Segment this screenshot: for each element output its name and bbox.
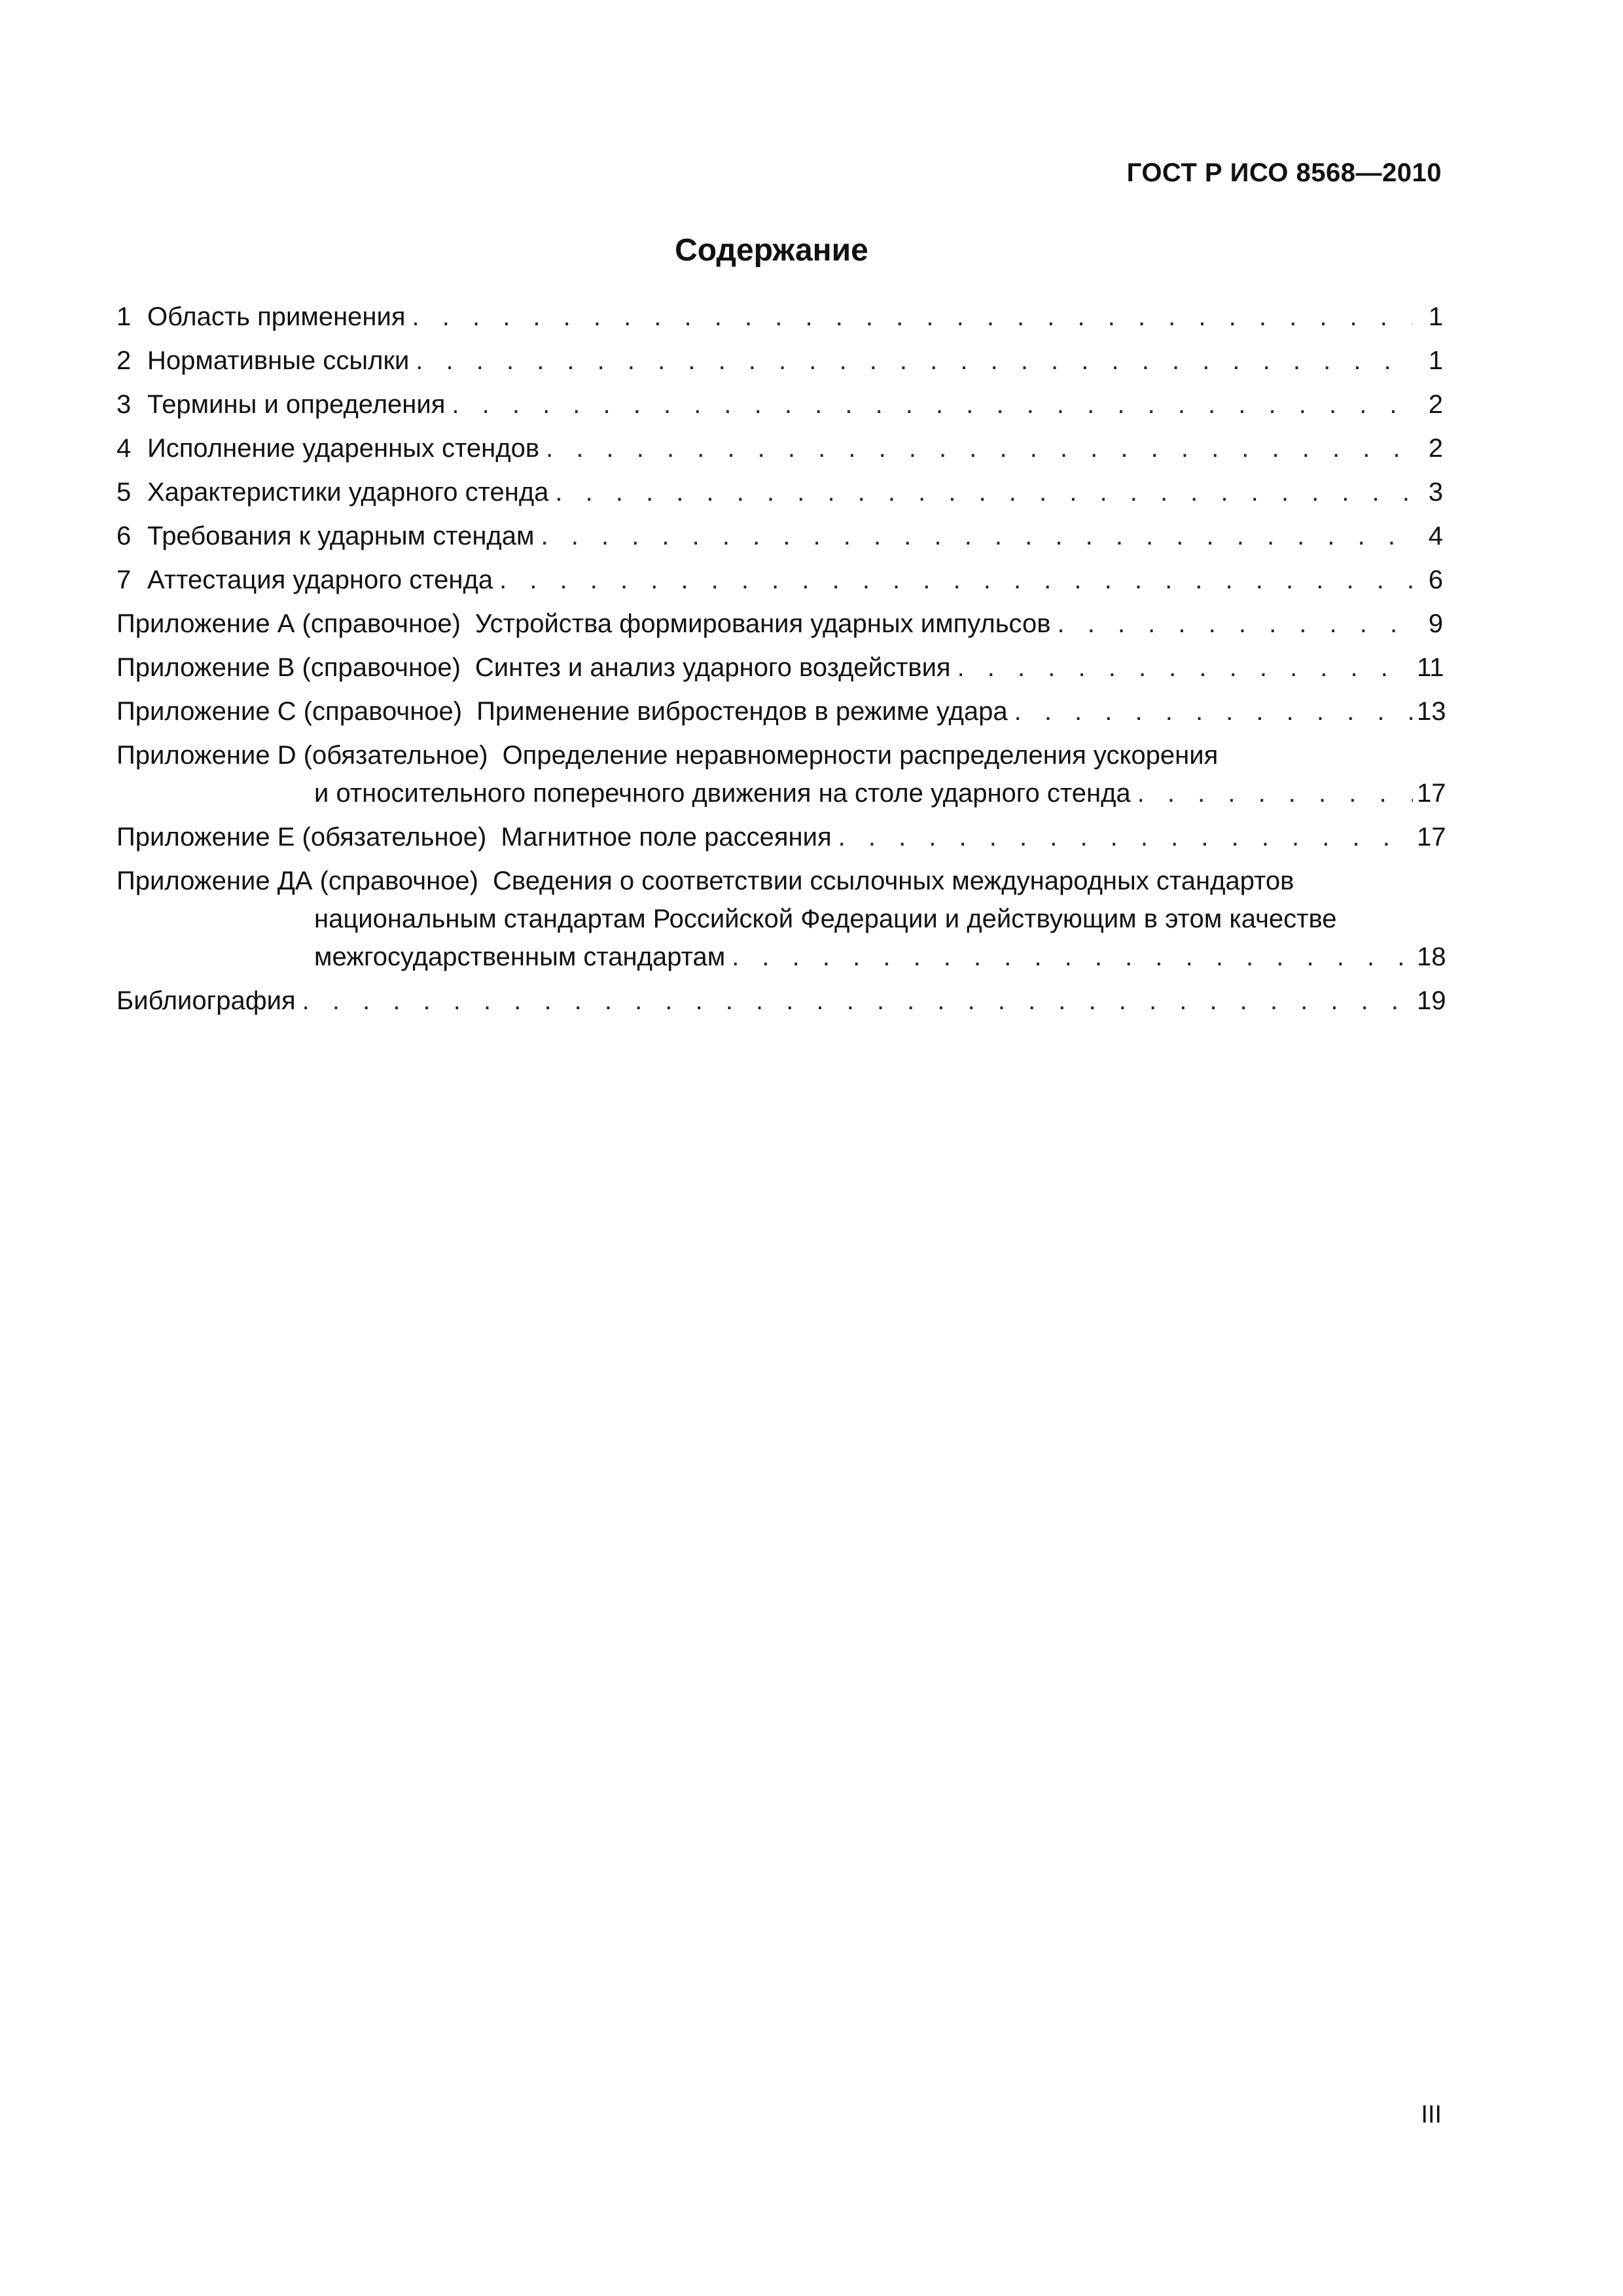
annex-label: Приложение А (справочное) bbox=[116, 609, 461, 638]
annex-label: Приложение ДА (справочное) bbox=[116, 867, 478, 895]
toc-entry-7[interactable] bbox=[116, 561, 1443, 599]
toc-entry-number: 7 bbox=[116, 565, 132, 594]
toc-entry-title: Исполнение ударенных стендов bbox=[147, 434, 540, 463]
toc-entry-5[interactable] bbox=[116, 473, 1443, 511]
dot-leader bbox=[452, 386, 1413, 423]
annex-title-line: межгосударственным стандартам bbox=[314, 942, 726, 971]
toc-bibliography[interactable] bbox=[116, 982, 1446, 1020]
toc-entry-1[interactable] bbox=[116, 298, 1443, 336]
dot-leader bbox=[1057, 605, 1413, 643]
toc-entry-title: Нормативные ссылки bbox=[147, 346, 410, 375]
toc-annex-d[interactable] bbox=[116, 736, 1446, 812]
dot-leader bbox=[499, 561, 1413, 599]
toc-entry-title: Требования к ударным стендам bbox=[147, 522, 535, 550]
toc-annex-c[interactable] bbox=[116, 692, 1446, 730]
toc-entry-page: 3 bbox=[1428, 478, 1443, 507]
dot-leader bbox=[541, 517, 1413, 555]
annex-title-line: Сведения о соответствии ссылочных международных стандартов bbox=[493, 867, 1294, 895]
annex-title: Синтез и анализ ударного воздействия bbox=[474, 653, 951, 682]
toc-entry-page: 17 bbox=[1417, 779, 1446, 808]
toc-annex-a[interactable] bbox=[116, 605, 1443, 643]
annex-label: Приложение D (обязательное) bbox=[116, 741, 488, 770]
toc-entry-4[interactable] bbox=[116, 429, 1443, 467]
toc-entry-page: 9 bbox=[1428, 609, 1443, 638]
toc-entry-2[interactable] bbox=[116, 342, 1443, 380]
bibliography-title: Библиография bbox=[116, 986, 296, 1015]
dot-leader bbox=[957, 649, 1413, 687]
toc-entry-page: 19 bbox=[1417, 986, 1446, 1015]
annex-title: Магнитное поле рассеяния bbox=[501, 823, 832, 852]
toc-entry-page: 2 bbox=[1428, 434, 1443, 463]
annex-label: Приложение В (справочное) bbox=[116, 653, 461, 682]
toc-entry-page: 1 bbox=[1428, 302, 1443, 331]
annex-label: Приложение С (справочное) bbox=[116, 697, 463, 726]
toc-entry-page: 13 bbox=[1417, 697, 1446, 726]
table-of-contents bbox=[116, 298, 1446, 1026]
dot-leader bbox=[1137, 774, 1413, 812]
toc-entry-number: 2 bbox=[116, 346, 132, 375]
page-folio: III bbox=[1421, 2101, 1442, 2128]
toc-entry-page: 1 bbox=[1428, 346, 1443, 375]
toc-entry-page: 17 bbox=[1417, 823, 1446, 852]
annex-title-line: и относительного поперечного движения на столе ударного стенда bbox=[314, 779, 1131, 808]
document-code: ГОСТ Р ИСО 8568—2010 bbox=[1126, 158, 1442, 187]
toc-entry-number: 3 bbox=[116, 390, 132, 419]
annex-title: Устройства формирования ударных импульсов bbox=[474, 609, 1051, 638]
toc-entry-number: 4 bbox=[116, 434, 132, 463]
toc-entry-page: 4 bbox=[1428, 522, 1443, 550]
toc-entry-page: 18 bbox=[1417, 942, 1446, 971]
dot-leader bbox=[416, 342, 1413, 380]
dot-leader bbox=[546, 429, 1413, 467]
annex-label: Приложение Е (обязательное) bbox=[116, 823, 487, 852]
dot-leader bbox=[302, 982, 1413, 1020]
toc-entry-title: Характеристики ударного стенда bbox=[147, 478, 549, 507]
toc-title: Содержание bbox=[675, 233, 868, 268]
toc-annex-da[interactable] bbox=[116, 862, 1446, 976]
toc-entry-page: 2 bbox=[1428, 390, 1443, 419]
toc-annex-b[interactable] bbox=[116, 649, 1443, 687]
annex-title-line: национальным стандартам Российской Федерации и действующим в этом качестве bbox=[314, 905, 1337, 933]
toc-entry-3[interactable] bbox=[116, 386, 1443, 423]
toc-entry-number: 1 bbox=[116, 302, 132, 331]
toc-entry-page: 11 bbox=[1417, 653, 1444, 682]
toc-entry-number: 6 bbox=[116, 522, 132, 550]
dot-leader bbox=[732, 938, 1413, 976]
toc-entry-title: Термины и определения bbox=[147, 390, 446, 419]
dot-leader bbox=[412, 298, 1413, 336]
toc-entry-page: 6 bbox=[1428, 565, 1443, 594]
annex-title: Применение вибростендов в режиме удара bbox=[476, 697, 1008, 726]
annex-title-line: Определение неравномерности распределения ускорения bbox=[502, 741, 1219, 770]
toc-entry-title: Аттестация ударного стенда bbox=[147, 565, 493, 594]
dot-leader bbox=[838, 818, 1413, 856]
toc-entry-6[interactable] bbox=[116, 517, 1443, 555]
dot-leader bbox=[1014, 692, 1413, 730]
toc-annex-e[interactable] bbox=[116, 818, 1446, 856]
dot-leader bbox=[555, 473, 1413, 511]
toc-entry-title: Область применения bbox=[147, 302, 406, 331]
toc-entry-number: 5 bbox=[116, 478, 132, 507]
